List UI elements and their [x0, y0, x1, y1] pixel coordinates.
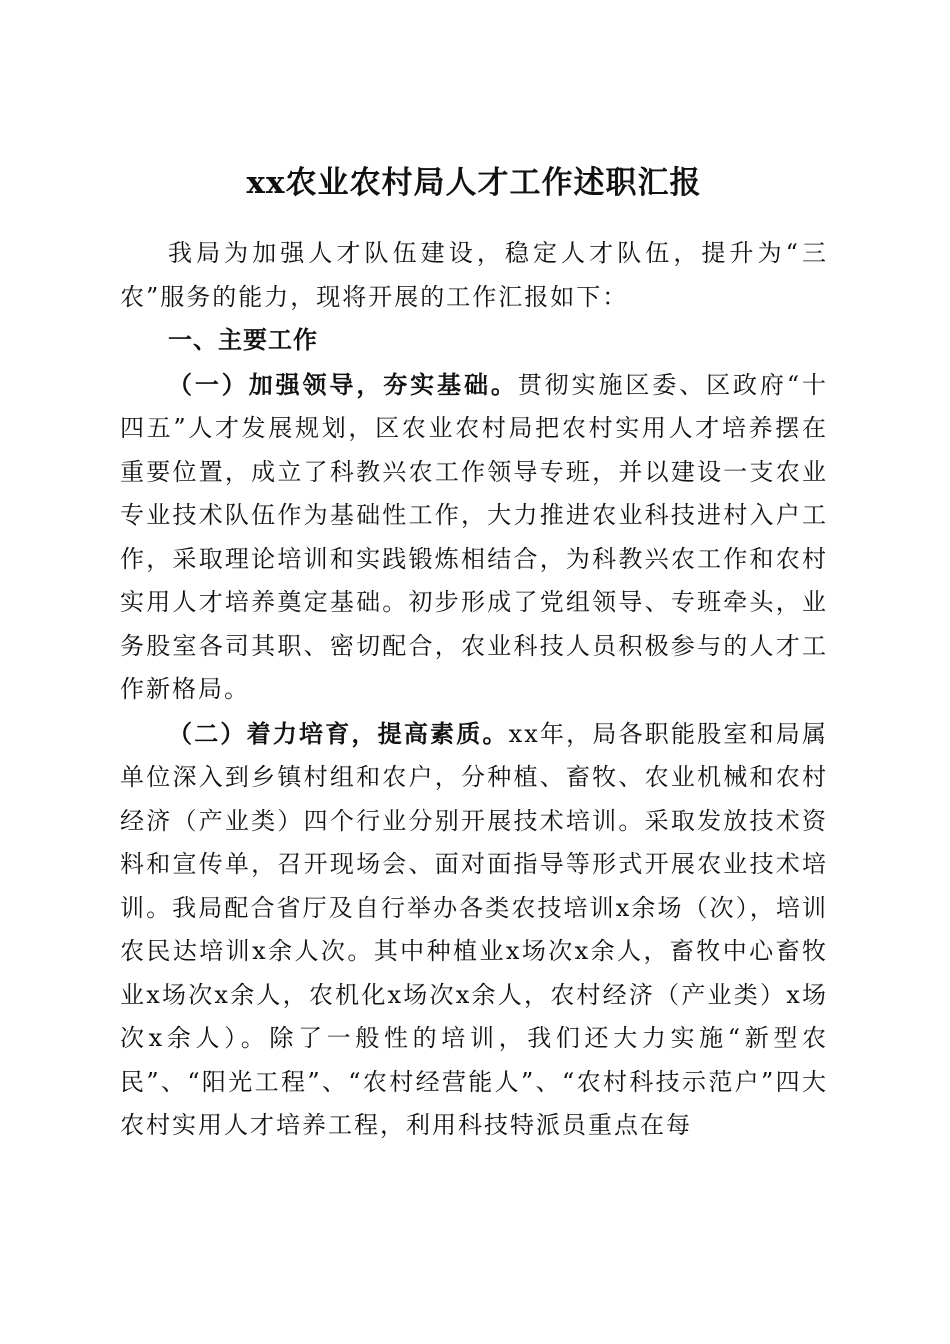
paragraph-text: 贯彻实施区委、区政府“十四五”人才发展规划，区农业农村局把农村实用人才培养摆在重要位置，成立了科教兴农工作领导专班，并以建设一支农业专业技术队伍作为基础性工作，大力推进农业科技进村入户工作，采取理论培训和实践锻炼相结合，为科教兴农工作和农村实用人才培养奠定基础。初步形成了党组领导、专班牵头，业务股室各司其职、密切配合，农业科技人员积极参与的人才工作新格局。: [120, 370, 828, 703]
section-heading: 一、主要工作: [168, 326, 318, 354]
paragraph-item-2: [120, 712, 828, 1148]
document-title: xx农业农村局人才工作述职汇报: [246, 164, 702, 201]
document-body: [120, 232, 828, 1148]
paragraph-lead: （二）着力培育，提高素质。: [168, 718, 509, 748]
paragraph-text: xx年，局各职能股室和局属单位深入到乡镇村组和农户，分种植、畜牧、农业机械和农村经济（产业类）四个行业分别开展技术培训。采取发放技术资料和宣传单，召开现场会、面对面指导等形式开展农业技术培训。我局配合省厅及自行举办各类农技培训x余场（次），培训农民达培训x余人次。其中种植业x场次x余人，畜牧中心畜牧业x场次x余人，农机化x场次x余人，农村经济（产业类）x场次x余人）。除了一般性的培训，我们还大力实施“新型农民”、“阳光工程”、“农村经营能人”、“农村科技示范户”四大农村实用人才培养工程，利用科技特派员重点在每: [120, 719, 828, 1139]
paragraph-lead: （一）加强领导，夯实基础。: [168, 369, 518, 399]
intro-paragraph: 我局为加强人才队伍建设，稳定人才队伍，提升为“三农”服务的能力，现将开展的工作汇报如下：: [120, 239, 828, 311]
paragraph-item-1: [120, 363, 828, 712]
